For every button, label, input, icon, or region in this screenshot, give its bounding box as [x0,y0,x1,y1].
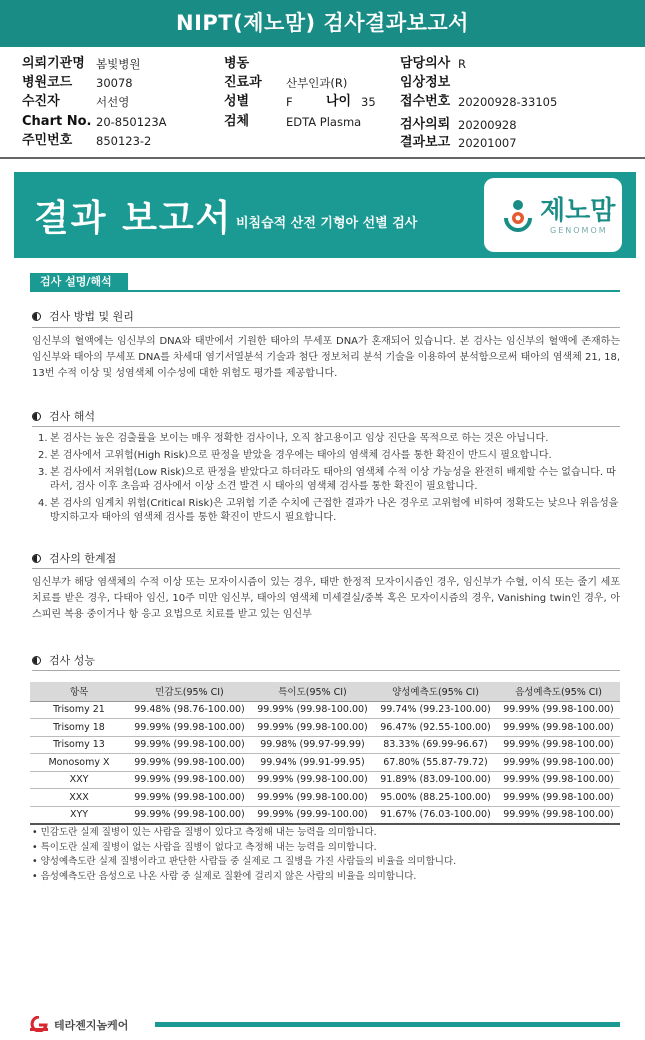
footer-rule [155,1022,620,1027]
patient-info-block [0,52,645,154]
table-header-row [30,682,620,701]
result-banner [14,172,636,258]
table-cell: XYY [30,806,128,824]
performance-table [30,682,620,825]
table-cell: 99.99% (99.98-100.00) [128,736,251,754]
list-item: 2. 본 검사에서 고위험(High Risk)으로 판정을 받았을 경우에는 태아의 염색체 검사를 통한 확진이 반드시 필요합니다. [38,450,552,461]
department-label: 진료과 [224,75,262,90]
table-cell: 99.99% (99.98-100.00) [497,771,620,789]
note-item: • 음성예측도란 음성으로 나온 사람 중 실제로 질환에 걸리지 않은 사람의 비율을 의미합니다. [32,870,417,882]
column-header: 항목 [30,682,128,701]
limitations-text: 임신부가 해당 염색체의 수적 이상 또는 모자이시즘이 있는 경우, 태반 한정적 모자이시즘인 경우, 임신부가 수혈, 이식 또는 줄기 세포 치료를 받은 경우, 다태아 임신, 10주 미만 임신부, 태아의 염색체 미세결실/중복 혹은 모자이시즘의 경우, Vanishing twin인 경우, 아스피린 복용 중이거나 항 응고 요법으로 치료를 받고 있는 임신부 [32,577,620,620]
footer-company-name: 테라젠지놈케어 [54,1019,129,1032]
section-tab: 검사 설명/해석 [30,273,128,291]
institution-label: 의뢰기관명 [22,56,85,71]
theragen-logo-icon [28,1016,50,1032]
doctor-value: R [458,57,466,71]
clinical-label: 임상정보 [400,75,451,90]
table-cell: 99.99% (99.98-100.00) [497,806,620,824]
sex-value: F [286,95,293,109]
table-cell: 99.98% (99.97-99.99) [251,736,374,754]
table-cell: 95.00% (88.25-100.00) [374,789,497,807]
table-cell: 99.99% (99.98-100.00) [497,789,620,807]
half-circle-icon [32,312,41,321]
table-cell: 91.67% (76.03-100.00) [374,806,497,824]
receipt-value: 20200928-33105 [458,95,558,109]
table-cell: 99.94% (99.91-99.95) [251,754,374,772]
hospital-code-label: 병원코드 [22,75,73,90]
banner-subtitle: 비침습적 산전 기형아 선별 검사 [236,216,418,231]
ward-label: 병동 [224,56,250,71]
specimen-value: EDTA Plasma [286,115,362,129]
request-label: 검사의뢰 [400,117,451,132]
table-cell: 99.99% (99.98-100.00) [251,719,374,737]
table-cell: XXX [30,789,128,807]
banner-title: 결과 보고서 [34,198,233,239]
patient-value: 서선영 [96,95,130,109]
table-cell: 67.80% (55.87-79.72) [374,754,497,772]
institution-value: 봄빛병원 [96,57,141,71]
divider [32,568,620,569]
resident-label: 주민번호 [22,133,73,148]
table-row [30,806,620,824]
table-cell: 99.99% (99.98-100.00) [128,754,251,772]
request-value: 20200928 [458,118,517,132]
table-row [30,789,620,807]
report-title: NIPT(제노맘) 검사결과보고서 [0,0,645,47]
table-cell: Trisomy 18 [30,719,128,737]
table-cell: Trisomy 13 [30,736,128,754]
table-row [30,736,620,754]
table-cell: 99.99% (99.98-100.00) [251,701,374,719]
note-item: • 양성예측도란 실제 질병이라고 판단한 사람들 중 실제로 그 질병을 가진 사람들의 비율을 의미합니다. [32,856,457,867]
table-cell: 99.99% (99.98-100.00) [128,806,251,824]
table-cell: 99.99% (99.98-100.00) [128,719,251,737]
interpretation-heading: 검사 해석 [32,408,95,424]
table-cell: 91.89% (83.09-100.00) [374,771,497,789]
chart-label: Chart No. [22,114,92,129]
specimen-label: 검체 [224,114,250,129]
performance-notes [32,826,622,884]
list-item: 1. 본 검사는 높은 검출률을 보이는 매우 정확한 검사이나, 오직 참고용이고 임상 진단을 목적으로 하는 것은 아닙니다. [38,433,549,444]
column-header: 양성예측도(95% CI) [374,682,497,701]
table-cell: 99.99% (99.98-100.00) [497,719,620,737]
table-cell: 99.99% (99.98-100.00) [497,736,620,754]
list-item: 4. 본 검사의 임계치 위험(Critical Risk)은 고위험 기준 수치에 근접한 결과가 나온 경우로 고위험에 비하여 정확도는 낮으나 위음성을 방지하고자 태아의 염색체 검사를 통한 확진이 반드시 필요합니다. [38,498,619,523]
info-divider [0,157,645,159]
table-cell: 96.47% (92.55-100.00) [374,719,497,737]
table-row [30,719,620,737]
genomom-logo [484,178,622,252]
resident-value: 850123-2 [96,134,152,148]
note-item: • 민감도란 실제 질병이 있는 사람을 질병이 있다고 측정해 내는 능력을 의미합니다. [32,827,377,838]
column-header: 특이도(95% CI) [251,682,374,701]
age-value: 35 [361,95,376,109]
doctor-label: 담당의사 [400,56,451,71]
interpretation-list [32,432,620,528]
half-circle-icon [32,412,41,421]
note-item: • 특이도란 실제 질병이 없는 사람을 질병이 없다고 측정해 내는 능력을 의미합니다. [32,841,377,853]
table-cell: 99.74% (99.23-100.00) [374,701,497,719]
table-cell: 99.99% (99.98-100.00) [251,789,374,807]
table-cell: 99.99% (99.99-100.00) [251,806,374,824]
half-circle-icon [32,656,41,665]
table-cell: 99.99% (99.98-100.00) [128,789,251,807]
receipt-label: 접수번호 [400,94,451,109]
table-cell: 99.99% (99.98-100.00) [251,771,374,789]
divider [32,426,620,427]
logo-subtext: GENOMOM [550,226,608,235]
patient-label: 수진자 [22,94,60,109]
table-cell: 99.99% (99.98-100.00) [128,771,251,789]
genomom-logo-icon [500,196,536,232]
age-label: 나이 [326,94,352,109]
divider [32,327,620,328]
logo-text: 제노맘 [540,196,616,226]
table-row [30,754,620,772]
column-header: 음성예측도(95% CI) [497,682,620,701]
table-cell: Trisomy 21 [30,701,128,719]
report-date-value: 20201007 [458,136,517,150]
performance-heading: 검사 성능 [32,652,95,668]
method-heading: 검사 방법 및 원리 [32,308,134,324]
method-text: 임신부의 혈액에는 임신부의 DNA와 태반에서 기원한 태아의 무세포 DNA가 혼재되어 있습니다. 본 검사는 임신부의 혈액에 존재하는 임신부와 태아의 무세포 DNA를 차세대 염기서열분석 기술과 첨단 정보처리 분석 기술을 이용하여 분석함으로써 태아의 염색체 21, 18, 13번 수적 이상 및 성염색체 이수성에 대한 위험도 평가를 제공합니다. [32,336,620,379]
table-cell: XXY [30,771,128,789]
table-cell: 99.48% (98.76-100.00) [128,701,251,719]
chart-value: 20-850123A [96,115,167,129]
section-tab-rule [30,290,620,292]
limitations-heading: 검사의 한계점 [32,550,116,566]
half-circle-icon [32,554,41,563]
column-header: 민감도(95% CI) [128,682,251,701]
table-cell: 99.99% (99.98-100.00) [497,754,620,772]
report-date-label: 결과보고 [400,135,451,150]
table-cell: Monosomy X [30,754,128,772]
table-cell: 83.33% (69.99-96.67) [374,736,497,754]
divider [32,670,620,671]
sex-label: 성별 [224,94,250,109]
list-item: 3. 본 검사에서 저위험(Low Risk)으로 판정을 받았다고 하더라도 태아의 염색체 수적 이상 가능성을 완전히 배제할 수는 없습니다. 따라서, 검사 이후 초음파 검사에서 이상 소견 발견 시 태아의 염색체 검사를 통한 확진이 필요합니다. [38,467,616,492]
department-value: 산부인과(R) [286,76,348,90]
table-cell: 99.99% (99.98-100.00) [497,701,620,719]
table-row [30,771,620,789]
table-row [30,701,620,719]
hospital-code-value: 30078 [96,76,133,90]
